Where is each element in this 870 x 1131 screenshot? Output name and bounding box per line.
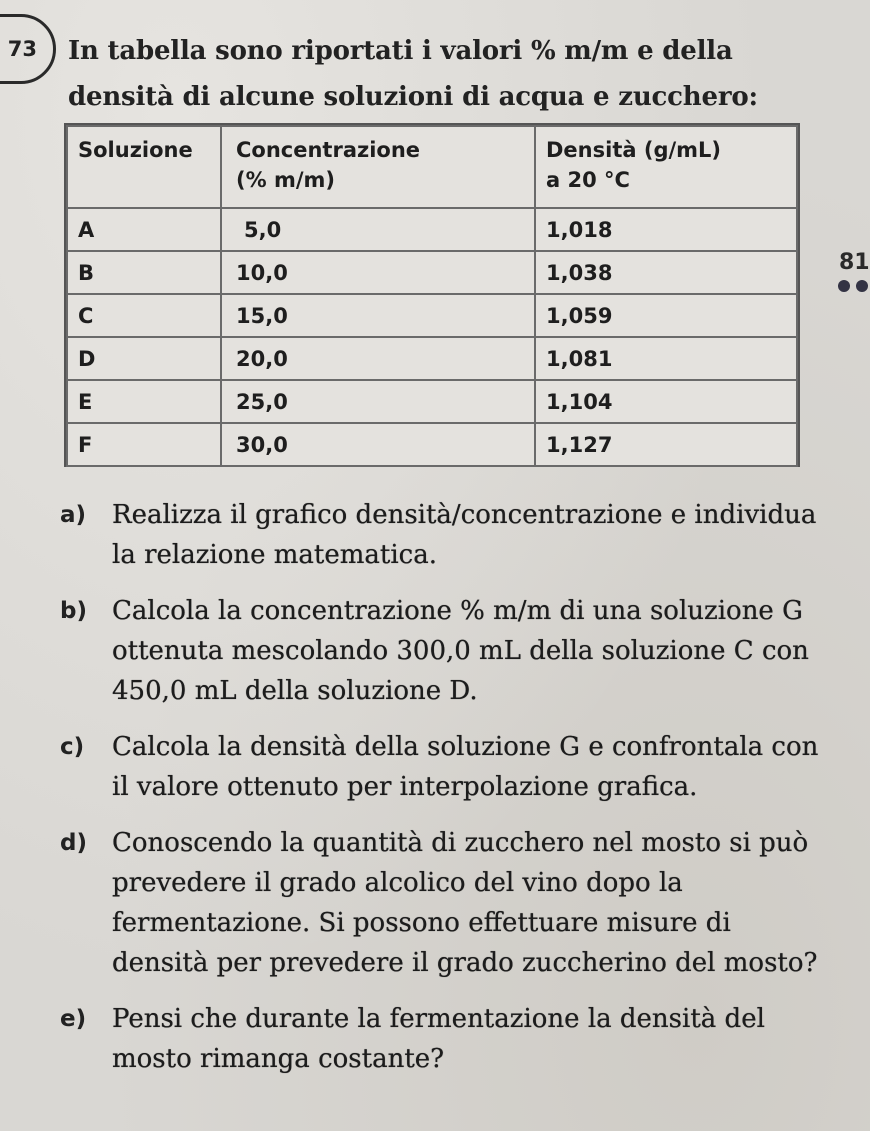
question-letter: b): [60, 598, 87, 624]
question-letter: d): [60, 830, 87, 856]
margin-dots: [838, 280, 868, 292]
header-concentration-line2: (% m/m): [236, 168, 335, 192]
table-row: [67, 380, 797, 423]
header-concentration-line1: Concentrazione: [236, 138, 421, 162]
header-density-line2: a 20 °C: [546, 168, 630, 192]
cell-concentration: 15,0: [221, 294, 535, 337]
exercise-number: 73: [7, 37, 37, 61]
cell-concentration: 25,0: [221, 380, 535, 423]
question-item: [60, 495, 820, 575]
cell-solution: A: [67, 208, 221, 251]
header-concentration: [221, 126, 535, 208]
cell-solution: F: [67, 423, 221, 466]
cell-density: 1,059: [535, 294, 797, 337]
cell-concentration: 10,0: [221, 251, 535, 294]
cell-concentration: 20,0: [221, 337, 535, 380]
question-item: [60, 823, 820, 983]
table-row: [67, 423, 797, 466]
question-letter: c): [60, 734, 85, 760]
question-text: Realizza il grafico densità/concentrazione e individua la relazione matematica.: [112, 500, 817, 570]
question-letter: a): [60, 502, 87, 528]
question-text: Pensi che durante la fermentazione la densità del mosto rimanga costante?: [112, 1004, 765, 1074]
exercise-number-badge: [0, 14, 56, 84]
data-table: [64, 123, 800, 467]
header-density: [535, 126, 797, 208]
cell-solution: B: [67, 251, 221, 294]
question-item: [60, 999, 820, 1079]
question-item: [60, 727, 820, 807]
question-letter: e): [60, 1006, 87, 1032]
margin-dot: [838, 280, 850, 292]
question-text: Calcola la concentrazione % m/m di una soluzione G ottenuta mescolando 300,0 mL della soluzione C con 450,0 mL della soluzione D.: [112, 596, 809, 706]
table-row: [67, 294, 797, 337]
table-header-row: [67, 126, 797, 208]
margin-page-mark: 81: [839, 250, 870, 275]
cell-concentration: 5,0: [221, 208, 535, 251]
question-text: Conoscendo la quantità di zucchero nel mosto si può prevedere il grado alcolico del vino dopo la fermentazione. Si possono effettuare misure di densità per prevedere il grado zuccherino del mosto?: [112, 828, 818, 978]
cell-solution: E: [67, 380, 221, 423]
table-row: [67, 337, 797, 380]
cell-solution: C: [67, 294, 221, 337]
header-solution: Soluzione: [67, 126, 221, 208]
question-text: Calcola la densità della soluzione G e confrontala con il valore ottenuto per interpolazione grafica.: [112, 732, 819, 802]
table-row: [67, 208, 797, 251]
cell-concentration: 30,0: [221, 423, 535, 466]
cell-density: 1,038: [535, 251, 797, 294]
question-item: [60, 591, 820, 711]
cell-density: 1,081: [535, 337, 797, 380]
question-list: [60, 495, 820, 1095]
cell-density: 1,018: [535, 208, 797, 251]
cell-solution: D: [67, 337, 221, 380]
margin-dot: [856, 280, 868, 292]
exercise-intro: In tabella sono riportati i valori % m/m e della densità di alcune soluzioni di acqua e zucchero:: [68, 36, 758, 112]
header-density-line1: Densità (g/mL): [546, 138, 722, 162]
table-row: [67, 251, 797, 294]
cell-density: 1,127: [535, 423, 797, 466]
cell-density: 1,104: [535, 380, 797, 423]
